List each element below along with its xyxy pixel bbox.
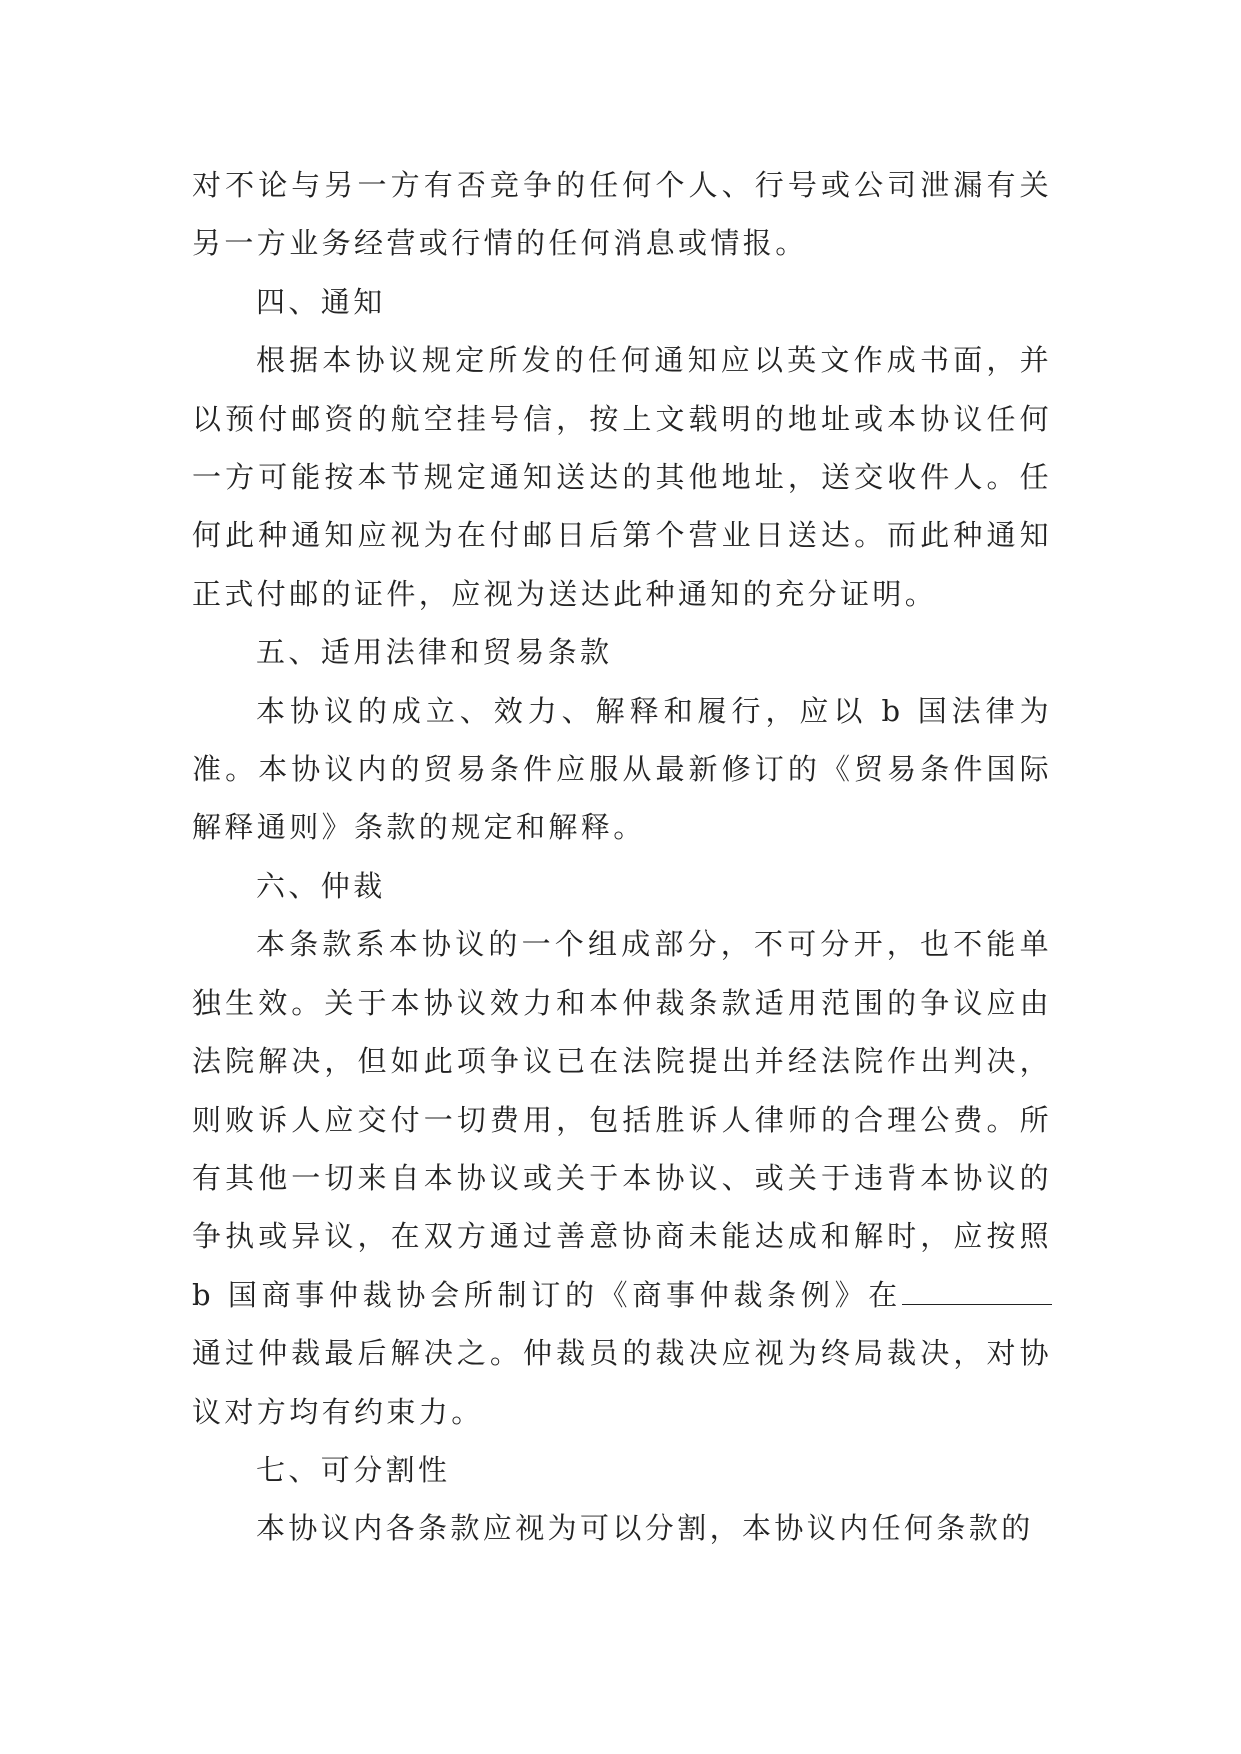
paragraph-confidentiality-continued: 对不论与另一方有否竞争的任何个人、行号或公司泄漏有关另一方业务经营或行情的任何消息或情报。 <box>192 168 1052 261</box>
paragraph-arbitration <box>192 915 1052 1441</box>
arbitration-location-blank <box>902 1278 1052 1305</box>
section-heading-severability: 七、可分割性 <box>256 1452 451 1487</box>
arbitration-text-after-blank: 通过仲裁最后解决之。仲裁员的裁决应视为终局裁决，对协议对方均有约束力。 <box>192 1336 1052 1429</box>
section-heading-arbitration: 六、仲裁 <box>256 868 386 903</box>
paragraph-governing-law: 本协议的成立、效力、解释和履行，应以 b 国法律为准。本协议内的贸易条件应服从最新修订的《贸易条件国际解释通则》条款的规定和解释。 <box>192 693 1052 845</box>
document-page <box>192 156 1052 1558</box>
paragraph-notice: 根据本协议规定所发的任何通知应以英文作成书面，并以预付邮资的航空挂号信，按上文载明的地址或本协议任何一方可能按本节规定通知送达的其他地址，送交收件人。任何此种通知应视为在付邮日后第个营业日送达。而此种通知正式付邮的证件，应视为送达此种通知的充分证明。 <box>192 343 1052 611</box>
section-heading-governing-law: 五、适用法律和贸易条款 <box>256 635 613 670</box>
arbitration-text-before-blank: 本条款系本协议的一个组成部分，不可分开，也不能单独生效。关于本协议效力和本仲裁条款适用范围的争议应由法院解决，但如此项争议已在法院提出并经法院作出判决，则败诉人应交付一切费用，包括胜诉人律师的合理公费。所有其他一切来自本协议或关于本协议、或关于违背本协议的争执或异议，在双方通过善意协商未能达成和解时，应按照 b 国商事仲裁协会所制订的《商事仲裁条例》在 <box>192 927 1052 1312</box>
section-heading-notice: 四、通知 <box>256 284 386 319</box>
paragraph-severability: 本协议内各条款应视为可以分割，本协议内任何条款的 <box>256 1511 1034 1546</box>
